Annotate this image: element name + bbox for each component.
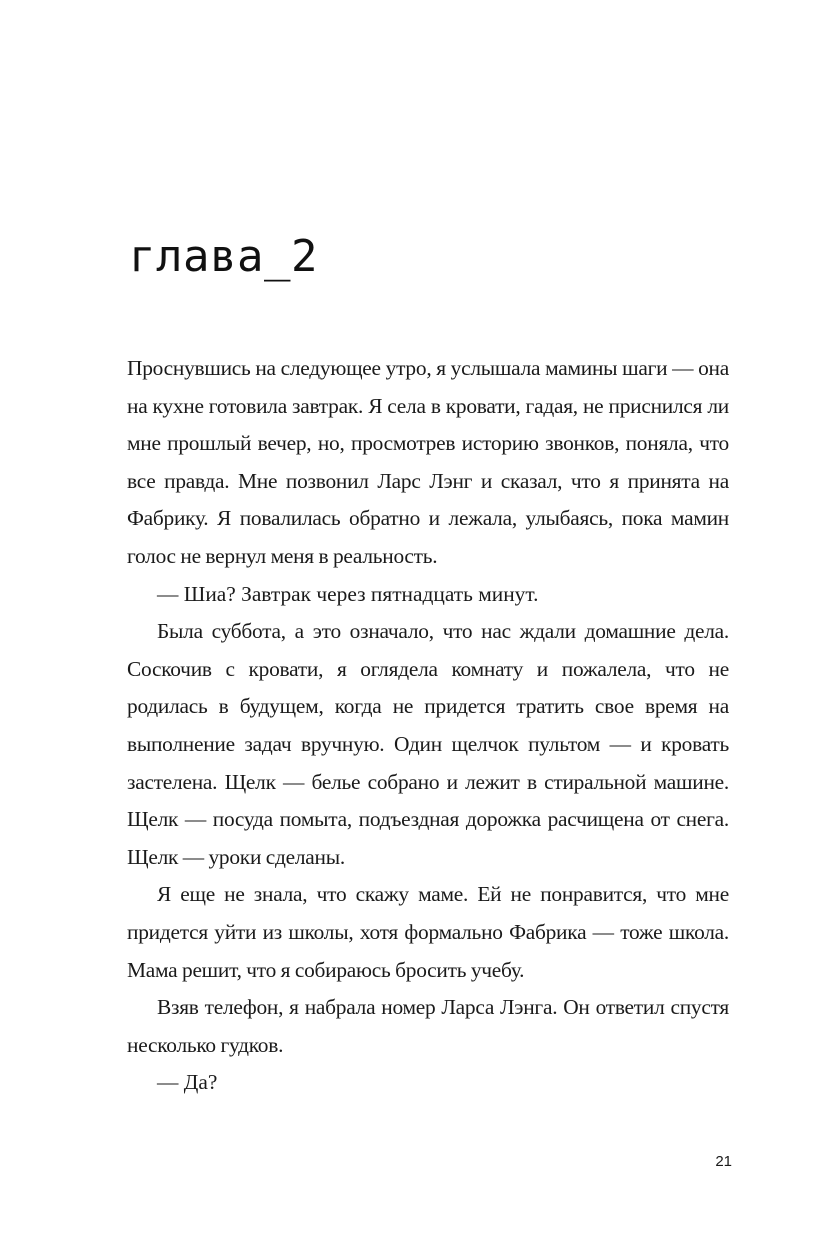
paragraph: Взяв телефон, я набрала номер Ларса Лэнга. Он ответил спустя несколько гудков. bbox=[127, 995, 729, 1057]
paragraph: Я еще не знала, что скажу маме. Ей не понравится, что мне придется уйти из школы, хотя формально Фабрика — тоже школа. Мама решит, что я собираюсь бросить учебу. bbox=[127, 882, 729, 982]
paragraph: Была суббота, а это означало, что нас ждали домашние дела. Соскочив с кровати, я оглядела комнату и пожалела, что не родилась в будущем, когда не придется тратить свое время на выполнение задач вручную. Один щелчок пультом — и кровать застелена. Щелк — белье собрано и лежит в стиральной машине. Щелк — посуда помыта, подъездная дорожка расчищена от снега. Щелк — уроки сделаны. bbox=[127, 619, 729, 869]
paragraph: — Да? bbox=[157, 1070, 218, 1095]
chapter-title: глава_2 bbox=[129, 231, 318, 282]
body-text bbox=[127, 350, 729, 1102]
paragraph: Проснувшись на следующее утро, я услышала мамины шаги — она на кухне готовила завтрак. Я села в кровати, гадая, не приснился ли мне прошлый вечер, но, просмотрев историю звонков, поняла, что все правда. Мне позвонил Ларс Лэнг и сказал, что я принята на Фабрику. Я повалилась обратно и лежала, улыбаясь, пока мамин голос не вернул меня в реальность. bbox=[127, 356, 729, 568]
paragraph: — Шиа? Завтрак через пятнадцать минут. bbox=[157, 581, 539, 606]
page-number: 21 bbox=[715, 1153, 732, 1170]
